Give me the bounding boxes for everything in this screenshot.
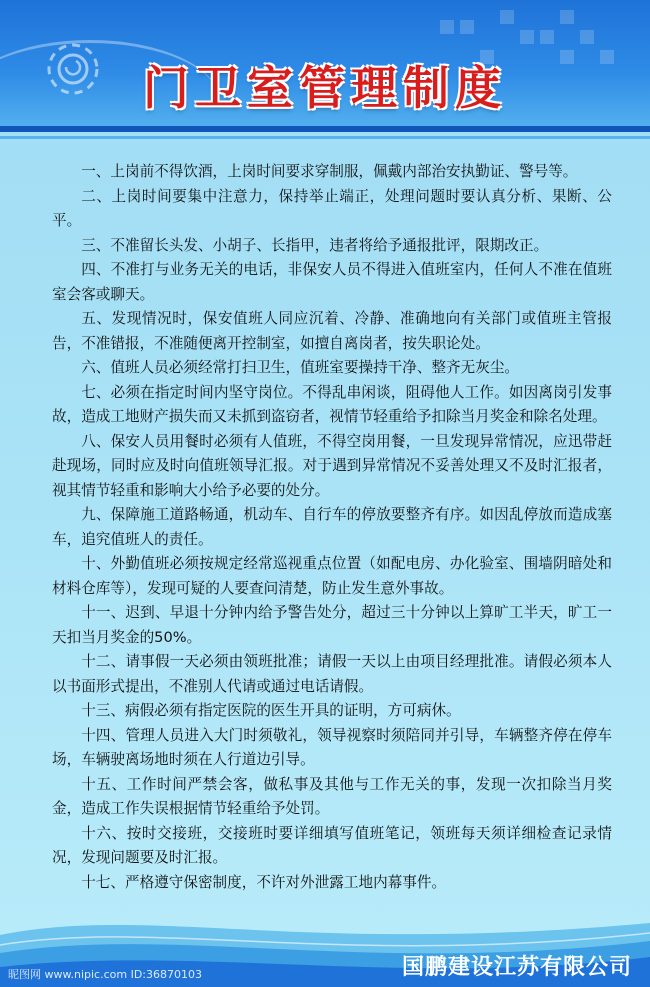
- header-banner: [0, 0, 650, 132]
- rule-item: 十五、工作时间严禁会客，做私事及其他与工作无关的事，发现一次扣除当月奖金，造成工作失误根据情节轻重给予处罚。: [52, 775, 612, 817]
- rule-item: 八、保安人员用餐时必须有人值班，不得空岗用餐，一旦发现异常情况，应迅带赶赴现场，同时应及时向值班领导汇报。对于遇到异常情况不妥善处理又不及时汇报者，视其情节轻重和影响大小给予必要的处分。: [52, 432, 612, 499]
- rule-item: 十四、管理人员进入大门时须敬礼，领导视察时须陪同并引导，车辆整齐停在停车场，车辆驶离场地时须在人行道边引导。: [52, 726, 612, 768]
- rule-item: 十六、按时交接班，交接班时要详细填写值班笔记，领班每天须详细检查记录情况，发现问题要及时汇报。: [52, 824, 612, 866]
- watermark-text: 昵图网 www.nipic.com ID:36870103: [8, 968, 202, 981]
- rule-item: 四、不准打与业务无关的电话，非保安人员不得进入值班室内，任何人不准在值班室会客或聊天。: [52, 261, 612, 303]
- rule-item: 十、外勤值班必须按规定经常巡视重点位置（如配电房、办化验室、围墙阴暗处和材料仓库等），发现可疑的人要查问清楚，防止发生意外事故。: [52, 555, 612, 597]
- rules-list: [52, 160, 612, 895]
- rule-item: 七、必须在指定时间内坚守岗位。不得乱串闲谈，阻碍他人工作。如因离岗引发事故，造成工地财产损失而又未抓到盗窃者，视情节轻重给予扣除当月奖金和除名处理。: [52, 383, 612, 425]
- rule-item: 六、值班人员必须经常打扫卫生，值班室要操持干净、整齐无灰尘。: [81, 359, 520, 376]
- rule-item: 十一、迟到、早退十分钟内给予警告处分，超过三十分钟以上算旷工半天，旷工一天扣当月奖金的50%。: [52, 604, 612, 646]
- rule-item: 十二、请事假一天必须由领班批准；请假一天以上由项目经理批准。请假必须本人以书面形式提出，不准别人代请或通过电话请假。: [52, 653, 612, 695]
- rule-item: 一、上岗前不得饮酒，上岗时间要求穿制服，佩戴内部治安执勤证、警号等。: [81, 163, 578, 180]
- company-name: 国鹏建设江苏有限公司: [401, 955, 632, 980]
- rule-item: 九、保障施工道路畅通，机动车、自行车的停放要整齐有序。如因乱停放而造成塞车，追究值班人的责任。: [52, 506, 612, 548]
- header-divider-light: [0, 136, 650, 139]
- rule-item: 十三、病假必须有指定医院的医生开具的证明，方可病休。: [81, 702, 461, 719]
- page-title: 门卫室管理制度: [143, 61, 507, 115]
- rule-item: 五、发现情况时，保安值班人同应沉着、冷静、准确地向有关部门或值班主管报告，不准错报，不准随便离开控制室，如擅自离岗者，按失职论处。: [52, 310, 612, 352]
- header-divider: [0, 126, 650, 132]
- rule-item: 二、上岗时间要集中注意力，保持举止端正，处理问题时要认真分析、果断、公平。: [52, 187, 612, 229]
- rule-item: 十七、严格遵守保密制度，不许对外泄露工地内幕事件。: [81, 873, 447, 891]
- rule-item: 三、不准留长头发、小胡子、长指甲，违者将给予通报批评，限期改正。: [81, 236, 549, 254]
